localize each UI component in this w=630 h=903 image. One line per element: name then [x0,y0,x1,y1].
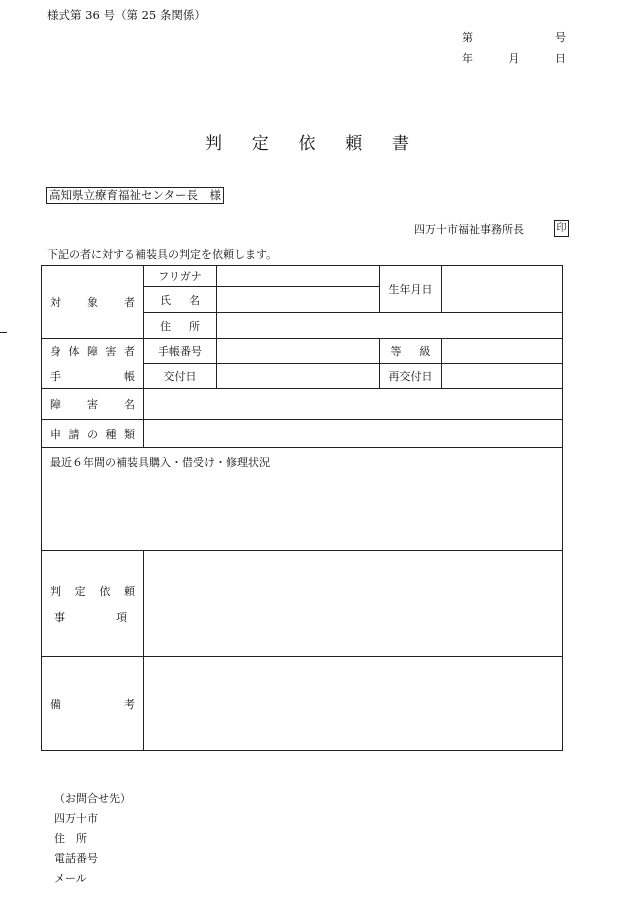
label-char: 帳 [124,370,135,383]
label-char: 手 [50,370,61,383]
history-field[interactable] [42,448,563,551]
label-char: の [87,427,98,441]
birthdate-label: 生年月日 [380,266,442,313]
document-number-suffix: 号 [555,31,566,44]
subject-label-cell [42,266,144,339]
grade-field[interactable] [442,339,563,364]
label-char: 身 [50,345,61,358]
label-char: 害 [105,345,117,358]
label-char: 請 [68,427,80,441]
remarks-label-cell [42,657,144,751]
disability-name-field[interactable] [144,389,563,420]
date-year-label: 年 [462,52,473,65]
name-label-cell [144,287,217,313]
document-title [205,136,409,153]
margin-tick [0,332,7,333]
address-label-cell [144,313,217,339]
handbook-number-label: 手帳番号 [144,339,217,364]
judgment-items-field[interactable] [144,551,563,657]
form-number: 様式第 36 号（第 25 条関係） [47,8,206,22]
furigana-label: フリガナ [144,266,217,287]
reissue-date-field[interactable] [442,364,563,389]
label-char: 名 [124,398,135,411]
label-char: 考 [124,697,135,711]
disability-name-label-cell [42,389,144,420]
title-char: 頼 [345,134,363,154]
application-type-field[interactable] [144,420,563,448]
seal-mark: 印 [554,220,569,237]
label-char: 依 [99,584,111,598]
document-number [462,32,566,43]
title-char: 書 [392,134,409,154]
request-form-table [41,265,563,751]
title-char: 定 [251,134,269,154]
address-field[interactable] [217,313,563,339]
history-label: 最近６年間の補装具購入・借受け・修理状況 [50,456,270,469]
contact-phone-label: 電話番号 [54,852,98,865]
label-char: 級 [419,345,431,358]
label-char: 頼 [123,584,135,598]
title-char: 判 [205,134,222,154]
grade-label-cell [380,339,442,364]
contact-heading: （お問合せ先） [54,792,131,805]
label-char: 所 [189,319,200,333]
date-day-label: 日 [555,52,566,65]
sender: 四万十市福祉事務所長 [414,223,524,236]
label-char: 住 [160,319,171,333]
label-char: 定 [74,584,86,598]
name-field[interactable] [217,287,380,313]
label-char: 種 [105,427,117,441]
label-char: 者 [124,345,135,358]
title-char: 依 [298,134,316,154]
label-char: 判 [50,584,61,598]
application-type-label-cell [42,420,144,448]
issue-date-label: 交付日 [144,364,217,389]
label-char: 象 [87,296,98,309]
label-char: 害 [87,398,98,411]
document-date [462,53,566,64]
label-char: 類 [124,427,135,441]
judgment-items-label-cell [42,551,144,657]
label-char: 障 [87,345,98,358]
handbook-number-field[interactable] [217,339,380,364]
label-char: 備 [50,697,61,711]
contact-block [54,789,131,889]
label-char: 項 [116,610,127,624]
label-char: 申 [50,427,61,441]
label-char: 者 [124,296,135,309]
handbook-label-cell [42,339,144,389]
label-char: 等 [390,345,402,358]
label-char: 氏 [160,293,171,307]
furigana-field[interactable] [217,266,380,287]
date-month-label: 月 [508,52,520,65]
label-char: 事 [54,610,65,624]
label-char: 名 [189,293,200,307]
contact-email-label: メール [54,872,87,885]
intro-text: 下記の者に対する補装具の判定を依頼します。 [47,248,278,261]
label-char: 障 [50,398,61,411]
birthdate-field[interactable] [442,266,563,313]
label-char: 体 [68,345,80,358]
addressee: 高知県立療育福祉センター長 様 [46,187,224,204]
label-char: 対 [50,296,61,309]
contact-address-label: 住 所 [54,832,87,845]
reissue-date-label: 再交付日 [380,364,442,389]
issue-date-field[interactable] [217,364,380,389]
contact-city: 四万十市 [54,812,98,825]
document-number-prefix: 第 [462,31,473,44]
remarks-field[interactable] [144,657,563,751]
